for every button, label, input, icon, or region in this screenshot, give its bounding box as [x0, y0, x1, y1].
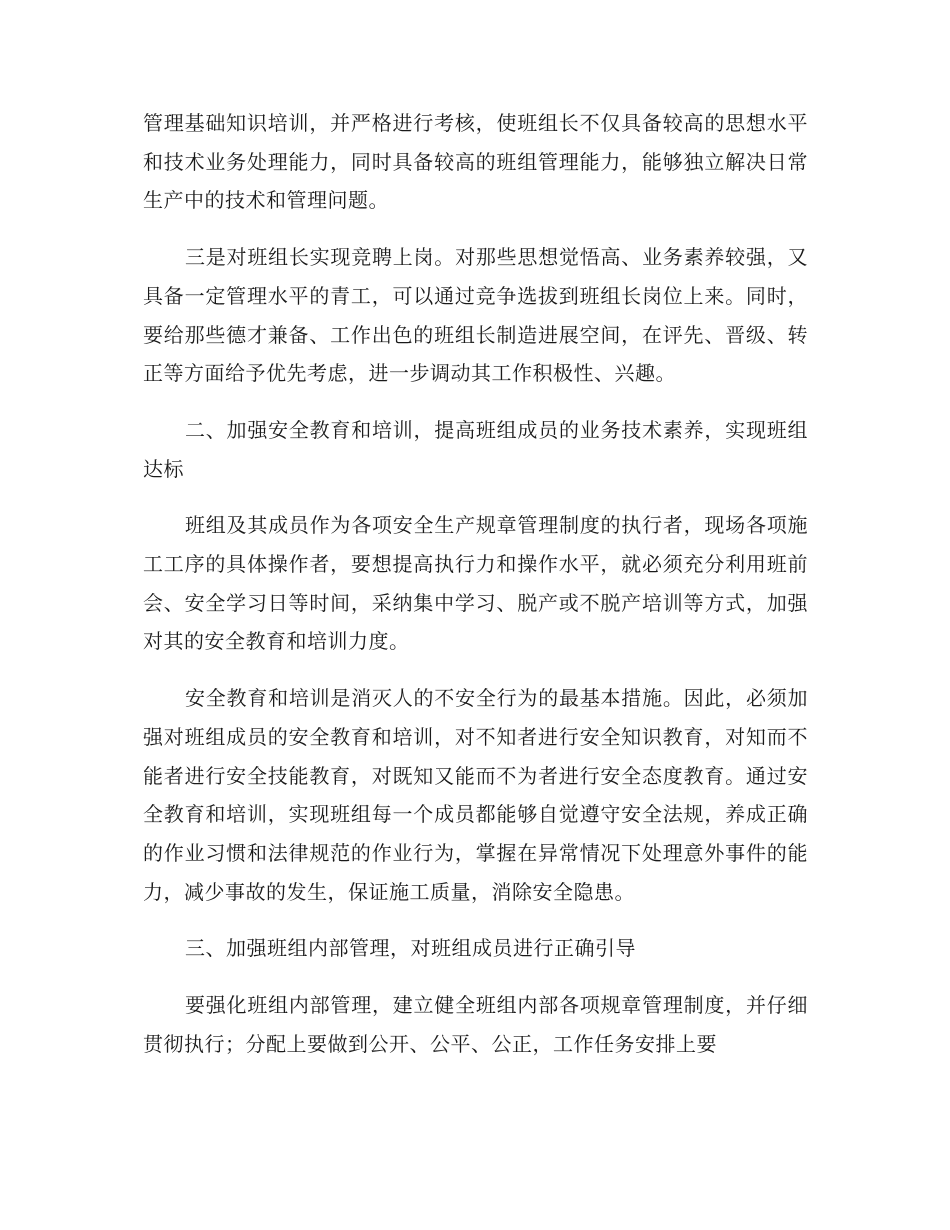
paragraph-safety-education: 安全教育和培训是消灭人的不安全行为的最基本措施。因此，必须加强对班组成员的安全教育和培训，对不知者进行安全知识教育，对知而不能者进行安全技能教育，对既知又能而不为者进行安全态度教育。通过安全教育和培训，实现班组每一个成员都能够自觉遵守安全法规，养成正确的作业习惯和法律规范的作业行为，掌握在异常情况下处理意外事件的能力，减少事故的发生，保证施工质量，消除安全隐患。	[143, 686, 808, 904]
section-heading-internal-management: 三、加强班组内部管理，对班组成员进行正确引导	[185, 936, 636, 961]
paragraph-continuation: 管理基础知识培训，并严格进行考核，使班组长不仅具备较高的思想水平和技术业务处理能力，同时具备较高的班组管理能力，能够独立解决日常生产中的技术和管理问题。	[143, 111, 808, 213]
document-body	[143, 104, 808, 1081]
section-heading-safety-training: 二、加强安全教育和培训，提高班组成员的业务技术素养，实现班组达标	[143, 417, 808, 481]
paragraph-internal-management: 要强化班组内部管理，建立健全班组内部各项规章管理制度，并仔细贯彻执行；分配上要做到公开、公平、公正，工作任务安排上要	[143, 993, 808, 1056]
paragraph-team-training: 班组及其成员作为各项安全生产规章管理制度的执行者，现场各项施工工序的具体操作者，要想提高执行力和操作水平，就必须充分利用班前会、安全学习日等时间，采纳集中学习、脱产或不脱产培训等方式，加强对其的安全教育和培训力度。	[143, 513, 808, 654]
paragraph-competitive-selection: 三是对班组长实现竞聘上岗。对那些思想觉悟高、业务素养较强，又具备一定管理水平的青工，可以通过竞争选拔到班组长岗位上来。同时，要给那些德才兼备、工作出色的班组长制造进展空间，在评先、晋级、转正等方面给予优先考虑，进一步调动其工作积极性、兴趣。	[143, 245, 808, 386]
